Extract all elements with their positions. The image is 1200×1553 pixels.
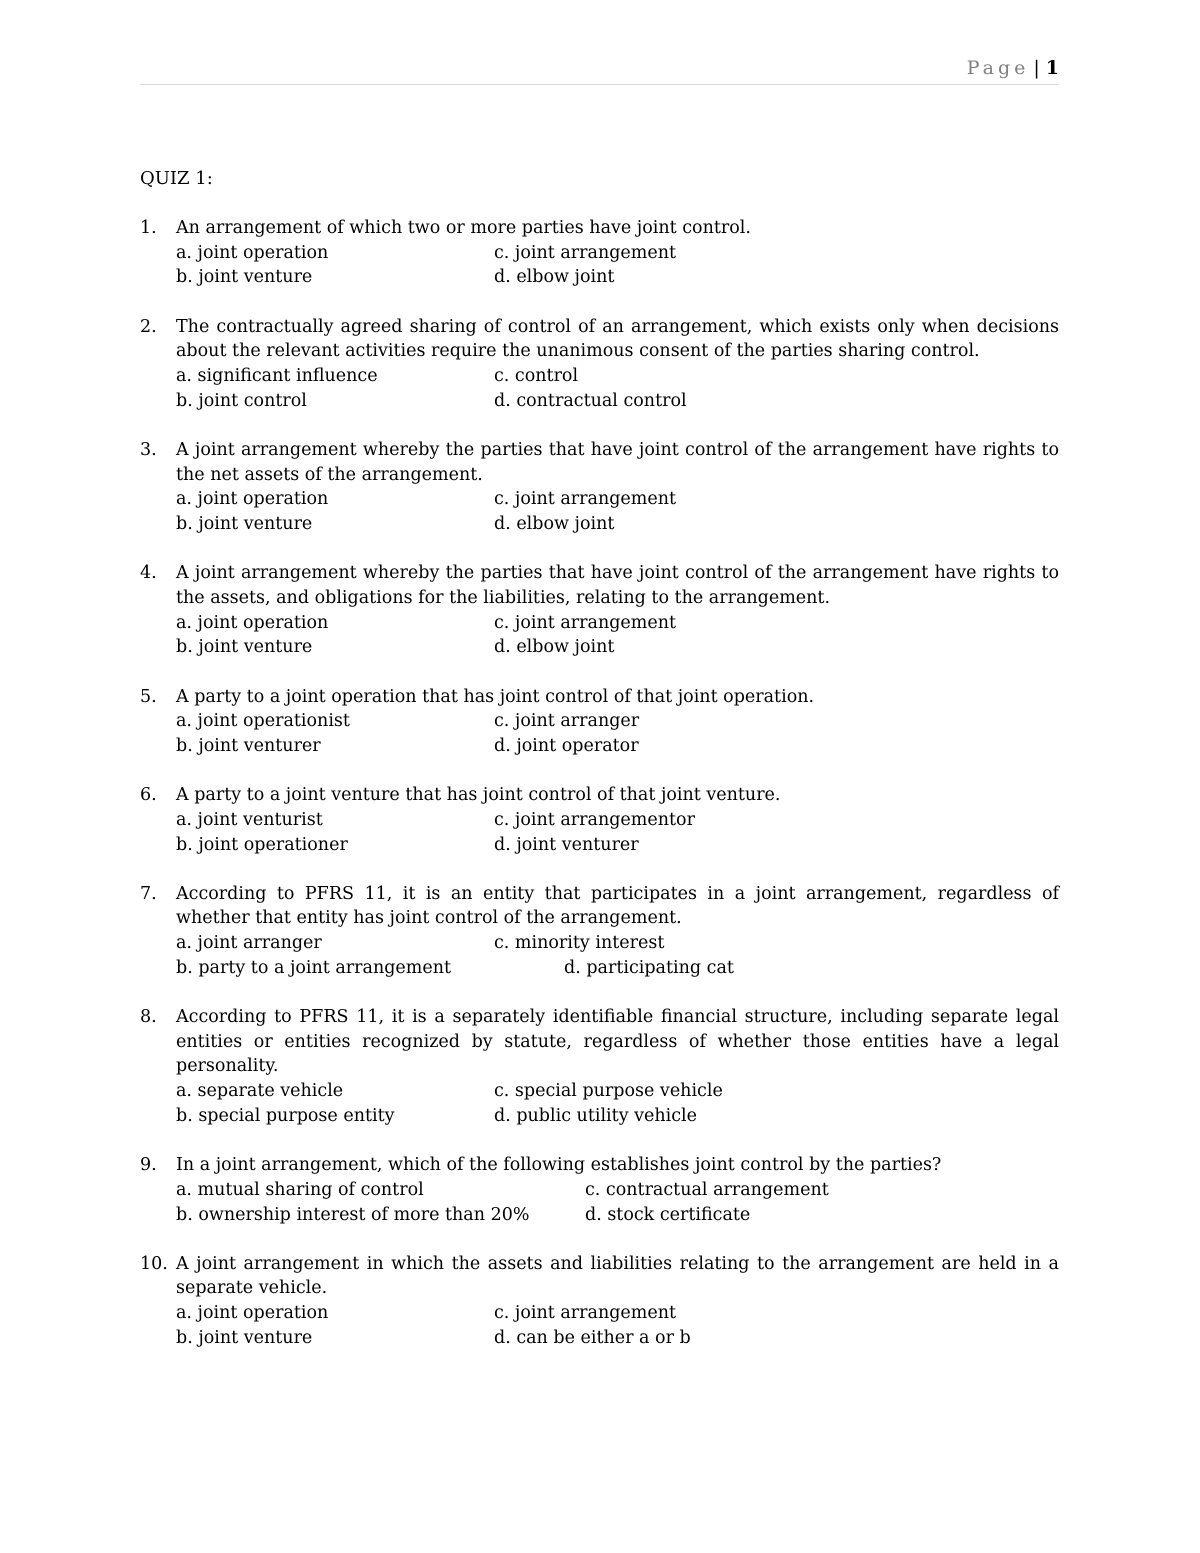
question-number: 5. [140,686,157,707]
choice-d: d. elbow joint [494,514,615,535]
choice-a: a. joint operation [176,242,329,263]
question-text: An arrangement of which two or more parties have joint control. [176,218,751,238]
choice-c: c. joint arrangement [494,242,677,263]
choice-grid [176,931,1059,980]
choice-b: b. party to a joint arrangement [176,957,452,978]
choice-grid [176,364,1059,413]
choice-b: b. joint venture [176,514,313,535]
choice-grid [176,1178,1059,1227]
page-separator: | [1033,57,1040,79]
choice-c: c. joint arrangement [494,612,677,633]
choice-grid [176,487,1059,536]
question-text: A joint arrangement in which the assets and liabilities relating to the arrangement are held in a separate vehicle. [176,1253,1059,1299]
choice-a: a. joint operation [176,489,329,510]
question-text: The contractually agreed sharing of control of an arrangement, which exists only when decisions about the relevant activities require the unanimous consent of the parties sharing control. [176,316,1059,362]
choice-b: b. joint venturer [176,735,321,756]
choice-c: c. joint arrangement [494,489,677,510]
choice-a: a. joint venturist [176,809,323,830]
choice-c: c. minority interest [494,933,665,954]
choice-d: d. elbow joint [494,637,615,658]
question-text: A party to a joint venture that has joint control of that joint venture. [176,785,781,806]
question-number: 4. [140,563,157,584]
choice-a: a. significant influence [176,366,378,387]
choice-a: a. joint operation [176,1303,329,1324]
choice-b: b. joint control [176,390,307,411]
question-list [140,216,1059,1375]
choice-d: d. stock certificate [585,1204,751,1225]
question-text: A joint arrangement whereby the parties that have joint control of the arrangement have rights to the net assets of the arrangement. [176,439,1059,485]
choice-c: c. joint arrangementor [494,809,695,830]
question-2 [140,315,1059,414]
choice-d: d. joint operator [494,735,639,756]
question-text: A party to a joint operation that has joint control of that joint operation. [176,686,815,707]
question-6 [140,783,1059,857]
choice-d: d. joint venturer [494,834,639,855]
page-word: Page [966,57,1030,79]
choice-c: c. joint arranger [494,711,640,732]
choice-b: b. joint operationer [176,834,348,855]
choice-grid [176,808,1059,857]
question-number: 9. [140,1155,157,1176]
choice-c: c. control [494,366,579,387]
page-number: 1 [1045,57,1059,79]
choice-b: b. ownership interest of more than 20% [176,1204,530,1225]
page-header [140,56,1059,85]
question-text: In a joint arrangement, which of the following establishes joint control by the parties? [176,1155,942,1176]
question-number: 1. [140,218,157,238]
question-number: 7. [140,883,157,904]
choice-a: a. joint arranger [176,933,322,954]
choice-grid [176,611,1059,660]
choice-b: b. joint venture [176,267,313,288]
question-number: 3. [140,439,157,460]
choice-d: d. contractual control [494,390,687,411]
question-7 [140,882,1059,981]
quiz-title: QUIZ 1: [140,168,213,189]
question-number: 8. [140,1007,157,1028]
question-number: 2. [140,316,157,337]
choice-d: d. public utility vehicle [494,1105,698,1126]
choice-b: b. joint venture [176,637,313,658]
question-1 [140,216,1059,290]
question-text: According to PFRS 11, it is an entity that participates in a joint arrangement, regardless of whether that entity has joint control of the arrangement. [176,883,1059,929]
question-3 [140,438,1059,537]
choice-d: d. can be either a or b [494,1327,691,1348]
choice-grid [176,1079,1059,1128]
page-number-label [967,56,1059,80]
choice-b: b. joint venture [176,1327,313,1348]
choice-d: d. elbow joint [494,267,615,288]
choice-a: a. joint operationist [176,711,350,732]
choice-grid [176,1301,1059,1350]
question-text: According to PFRS 11, it is a separately identifiable financial structure, including separate legal entities or entities recognized by statute, regardless of whether those entities have a legal personality. [176,1007,1059,1077]
choice-c: c. joint arrangement [494,1303,677,1324]
question-10 [140,1252,1059,1351]
choice-b: b. special purpose entity [176,1105,395,1126]
choice-a: a. separate vehicle [176,1081,344,1102]
choice-grid [176,709,1059,758]
question-4 [140,561,1059,660]
question-text: A joint arrangement whereby the parties that have joint control of the arrangement have rights to the assets, and obligations for the liabilities, relating to the arrangement. [176,563,1059,608]
choice-a: a. mutual sharing of control [176,1179,424,1200]
question-number: 10. [140,1253,168,1274]
choice-d: d. participating cat [564,957,734,978]
question-5 [140,685,1059,759]
choice-grid [176,241,1059,290]
choice-a: a. joint operation [176,612,329,633]
question-8 [140,1005,1059,1129]
question-number: 6. [140,785,157,806]
choice-c: c. contractual arrangement [585,1179,829,1200]
choice-c: c. special purpose vehicle [494,1081,723,1102]
question-9 [140,1153,1059,1227]
